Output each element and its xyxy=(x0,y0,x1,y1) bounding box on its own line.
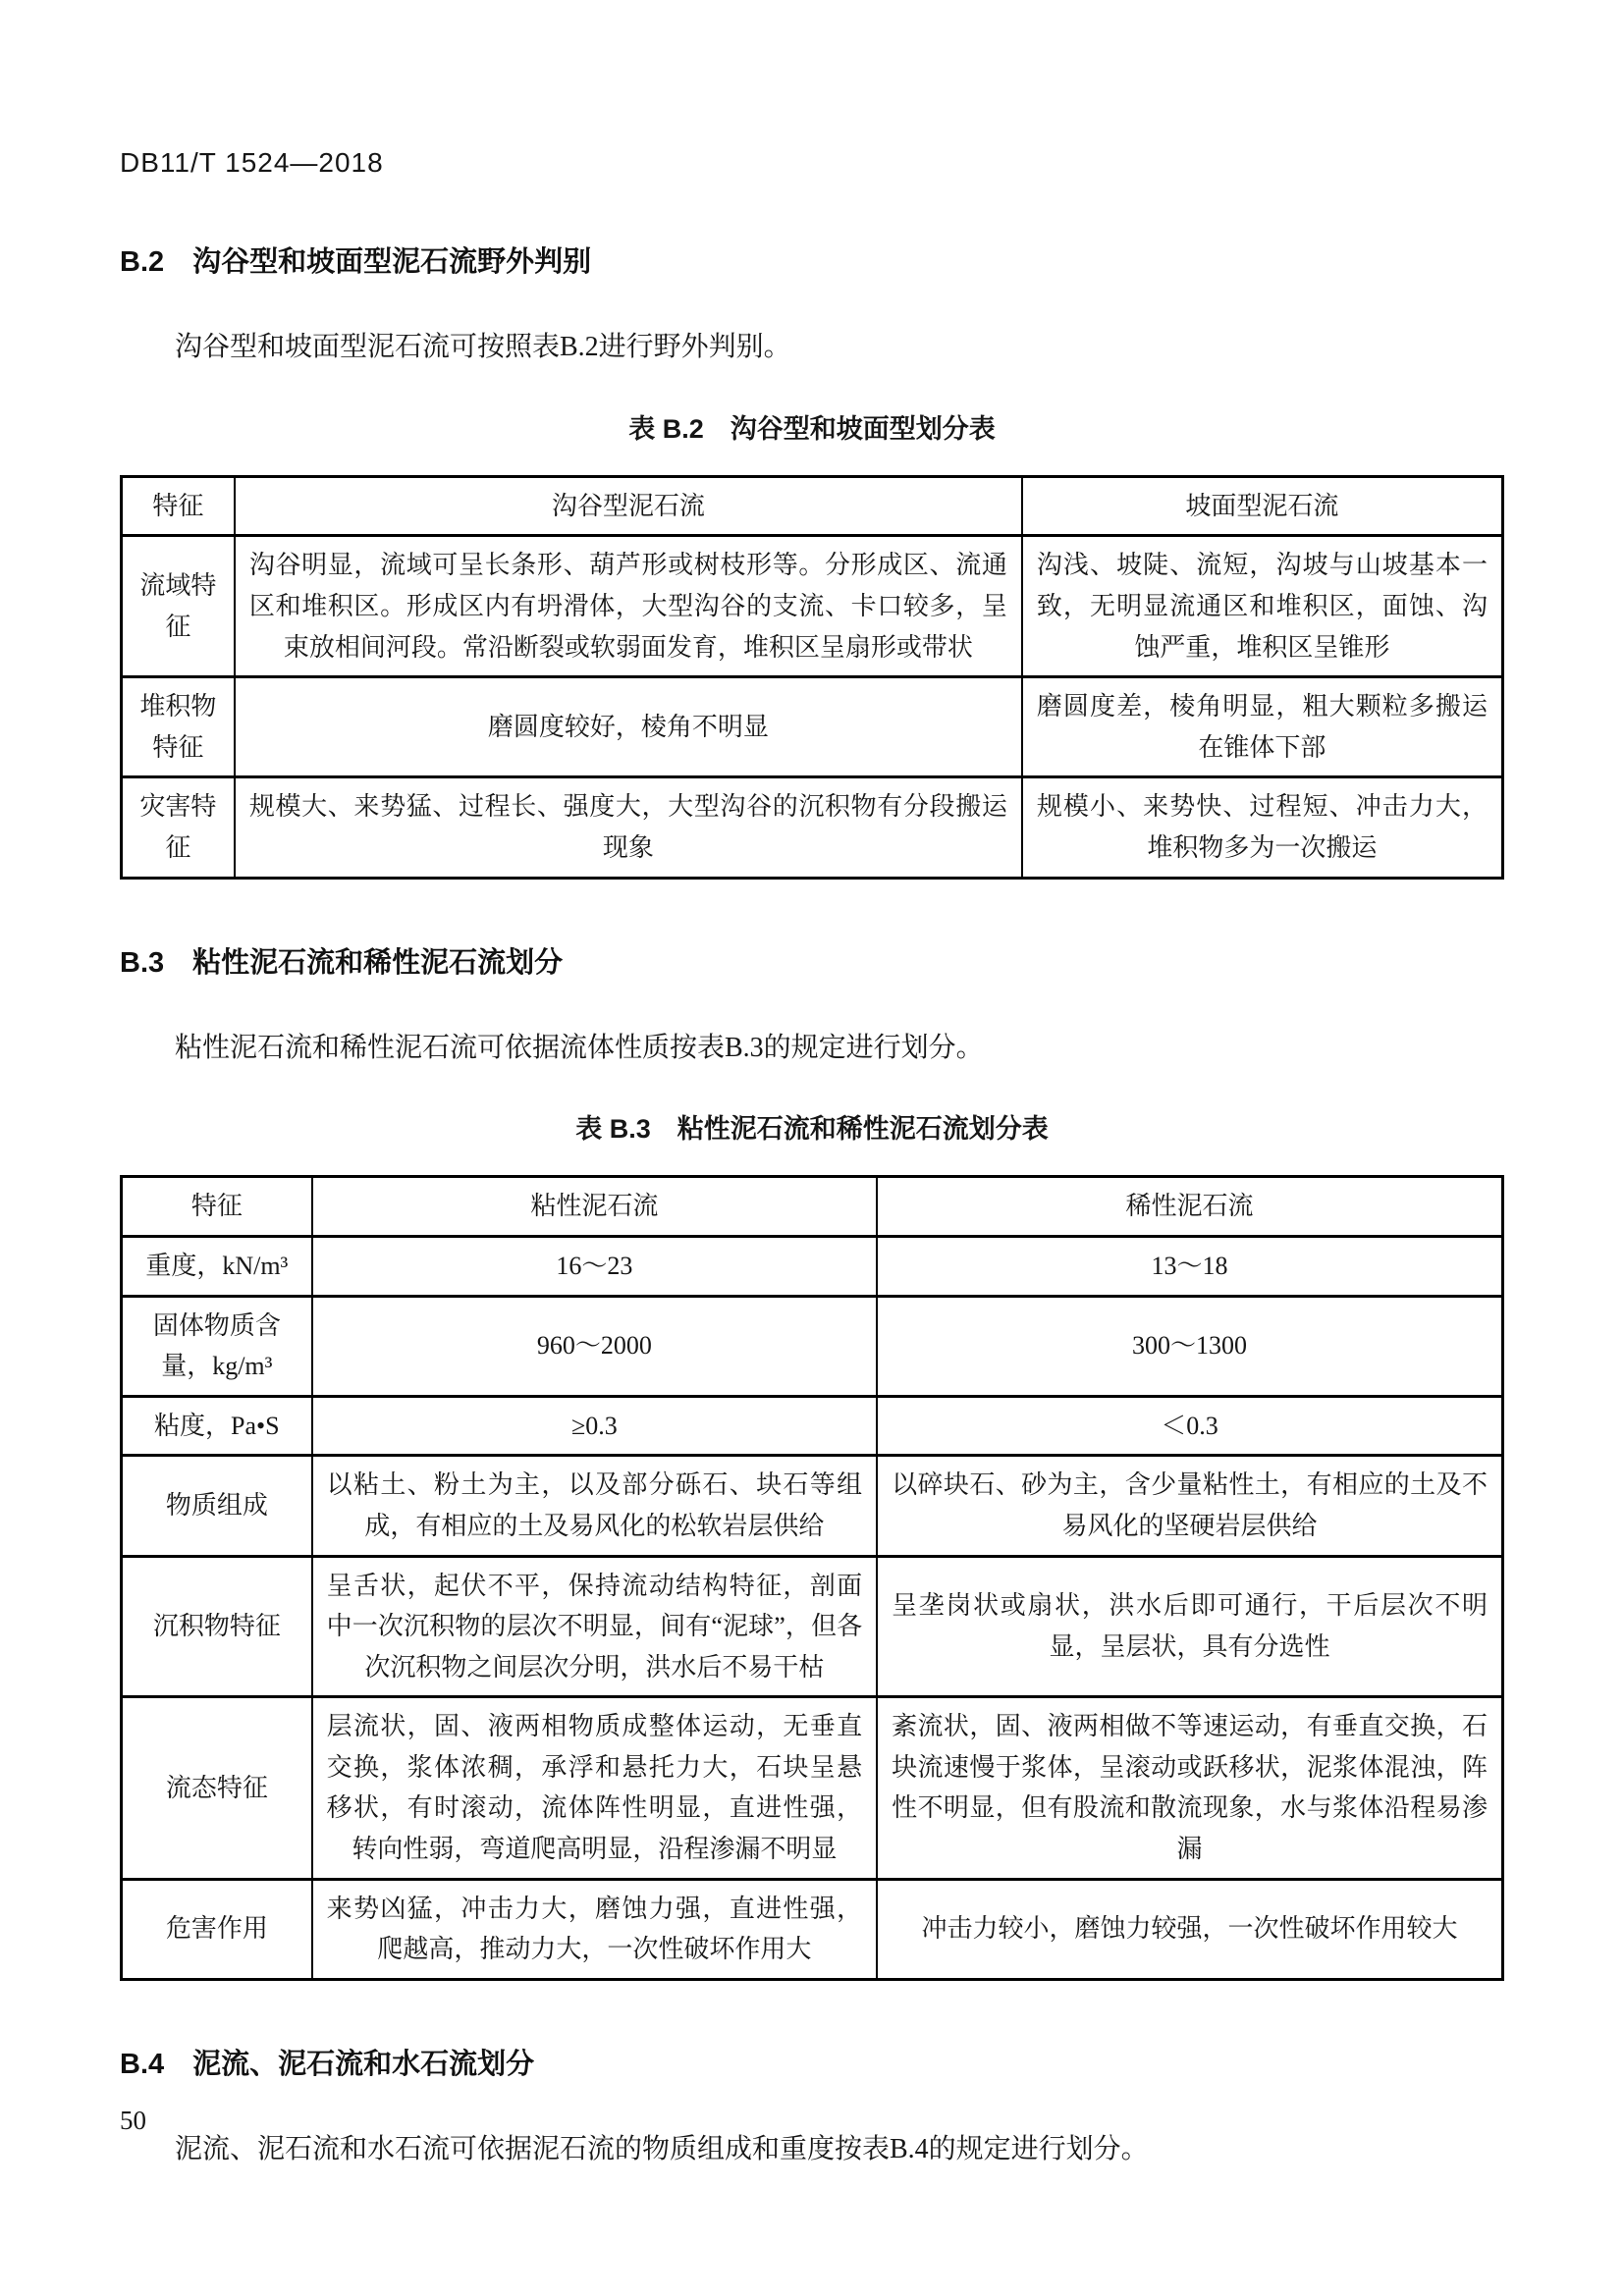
table-b2-title: 表 B.2 沟谷型和坡面型划分表 xyxy=(628,413,996,444)
table-b2-header-cell: 沟谷型泥石流 xyxy=(235,476,1022,536)
paragraph-b3: 粘性泥石流和稀性泥石流可依据流体性质按表B.3的规定进行划分。 xyxy=(175,1032,984,1063)
row-label-cell: 沉积物特征 xyxy=(122,1556,312,1697)
table-row xyxy=(122,1879,1503,1979)
row-label-cell: 流态特征 xyxy=(122,1697,312,1879)
row-label-cell: 危害作用 xyxy=(122,1879,312,1979)
doc-code: DB11/T 1524—2018 xyxy=(120,147,384,178)
table-cell: 以粘土、粉土为主，以及部分砾石、块石等组成，有相应的土及易风化的松软岩层供给 xyxy=(312,1456,877,1556)
row-label-cell: 灾害特征 xyxy=(122,777,235,878)
table-cell: 13～18 xyxy=(877,1236,1502,1296)
section-heading-b3: B.3 粘性泥石流和稀性泥石流划分 xyxy=(120,946,564,979)
table-b3-title: 表 B.3 粘性泥石流和稀性泥石流划分表 xyxy=(575,1114,1049,1145)
table-cell: 以碎块石、砂为主，含少量粘性土，有相应的土及不易风化的坚硬岩层供给 xyxy=(877,1456,1502,1556)
table-b3-header-row xyxy=(122,1177,1503,1237)
table-row xyxy=(122,1236,1503,1296)
table-cell: 呈垄岗状或扇状，洪水后即可通行，干后层次不明显，呈层状，具有分选性 xyxy=(877,1556,1502,1697)
table-row xyxy=(122,1296,1503,1396)
table-row xyxy=(122,536,1503,677)
table-cell: 来势凶猛，冲击力大，磨蚀力强，直进性强，爬越高，推动力大，一次性破坏作用大 xyxy=(312,1879,877,1979)
table-b2-header-cell: 坡面型泥石流 xyxy=(1022,476,1503,536)
table-b3-header-cell: 稀性泥石流 xyxy=(877,1177,1502,1237)
table-cell: 层流状，固、液两相物质成整体运动，无垂直交换，浆体浓稠，承浮和悬托力大，石块呈悬移状，有时滚动，流体阵性明显，直进性强，转向性弱，弯道爬高明显，沿程渗漏不明显 xyxy=(312,1697,877,1879)
table-cell: 沟浅、坡陡、流短，沟坡与山坡基本一致，无明显流通区和堆积区，面蚀、沟蚀严重，堆积区呈锥形 xyxy=(1022,536,1503,677)
table-cell: 300～1300 xyxy=(877,1296,1502,1396)
table-cell: 磨圆度差，棱角明显，粗大颗粒多搬运在锥体下部 xyxy=(1022,677,1503,777)
table-cell: 冲击力较小，磨蚀力较强，一次性破坏作用较大 xyxy=(877,1879,1502,1979)
row-label-cell: 物质组成 xyxy=(122,1456,312,1556)
table-b3-header-cell: 特征 xyxy=(122,1177,312,1237)
row-label-cell: 粘度，Pa•S xyxy=(122,1396,312,1456)
table-row xyxy=(122,777,1503,878)
table-cell: 呈舌状，起伏不平，保持流动结构特征，剖面中一次沉积物的层次不明显，间有“泥球”，但各次沉积物之间层次分明，洪水后不易干枯 xyxy=(312,1556,877,1697)
section-heading-b2: B.2 沟谷型和坡面型泥石流野外判别 xyxy=(120,246,592,278)
table-row xyxy=(122,1697,1503,1879)
table-cell: 16～23 xyxy=(312,1236,877,1296)
paragraph-b2: 沟谷型和坡面型泥石流可按照表B.2进行野外判别。 xyxy=(175,332,791,362)
row-label-cell: 重度，kN/m³ xyxy=(122,1236,312,1296)
row-label-cell: 固体物质含量，kg/m³ xyxy=(122,1296,312,1396)
table-cell: 紊流状，固、液两相做不等速运动，有垂直交换，石块流速慢于浆体，呈滚动或跃移状，泥浆体混浊，阵性不明显，但有股流和散流现象，水与浆体沿程易渗漏 xyxy=(877,1697,1502,1879)
row-label-cell: 堆积物特征 xyxy=(122,677,235,777)
paragraph-b4: 泥流、泥石流和水石流可依据泥石流的物质组成和重度按表B.4的规定进行划分。 xyxy=(175,2133,1149,2164)
page-number: 50 xyxy=(120,2106,146,2135)
table-cell: 规模小、来势快、过程短、冲击力大，堆积物多为一次搬运 xyxy=(1022,777,1503,878)
table-cell: 沟谷明显，流域可呈长条形、葫芦形或树枝形等。分形成区、流通区和堆积区。形成区内有坍滑体，大型沟谷的支流、卡口较多，呈束放相间河段。常沿断裂或软弱面发育，堆积区呈扇形或带状 xyxy=(235,536,1022,677)
table-cell: ≥0.3 xyxy=(312,1396,877,1456)
table-row xyxy=(122,1456,1503,1556)
table-b2 xyxy=(120,475,1504,880)
table-cell: ＜0.3 xyxy=(877,1396,1502,1456)
table-row xyxy=(122,1396,1503,1456)
row-label-cell: 流域特征 xyxy=(122,536,235,677)
section-heading-b4: B.4 泥流、泥石流和水石流划分 xyxy=(120,2048,535,2080)
table-cell: 960～2000 xyxy=(312,1296,877,1396)
table-b3-header-cell: 粘性泥石流 xyxy=(312,1177,877,1237)
table-cell: 规模大、来势猛、过程长、强度大，大型沟谷的沉积物有分段搬运现象 xyxy=(235,777,1022,878)
table-b2-header-cell: 特征 xyxy=(122,476,235,536)
table-row xyxy=(122,1556,1503,1697)
table-cell: 磨圆度较好，棱角不明显 xyxy=(235,677,1022,777)
table-b3 xyxy=(120,1175,1504,1981)
table-b2-header-row xyxy=(122,476,1503,536)
table-row xyxy=(122,677,1503,777)
